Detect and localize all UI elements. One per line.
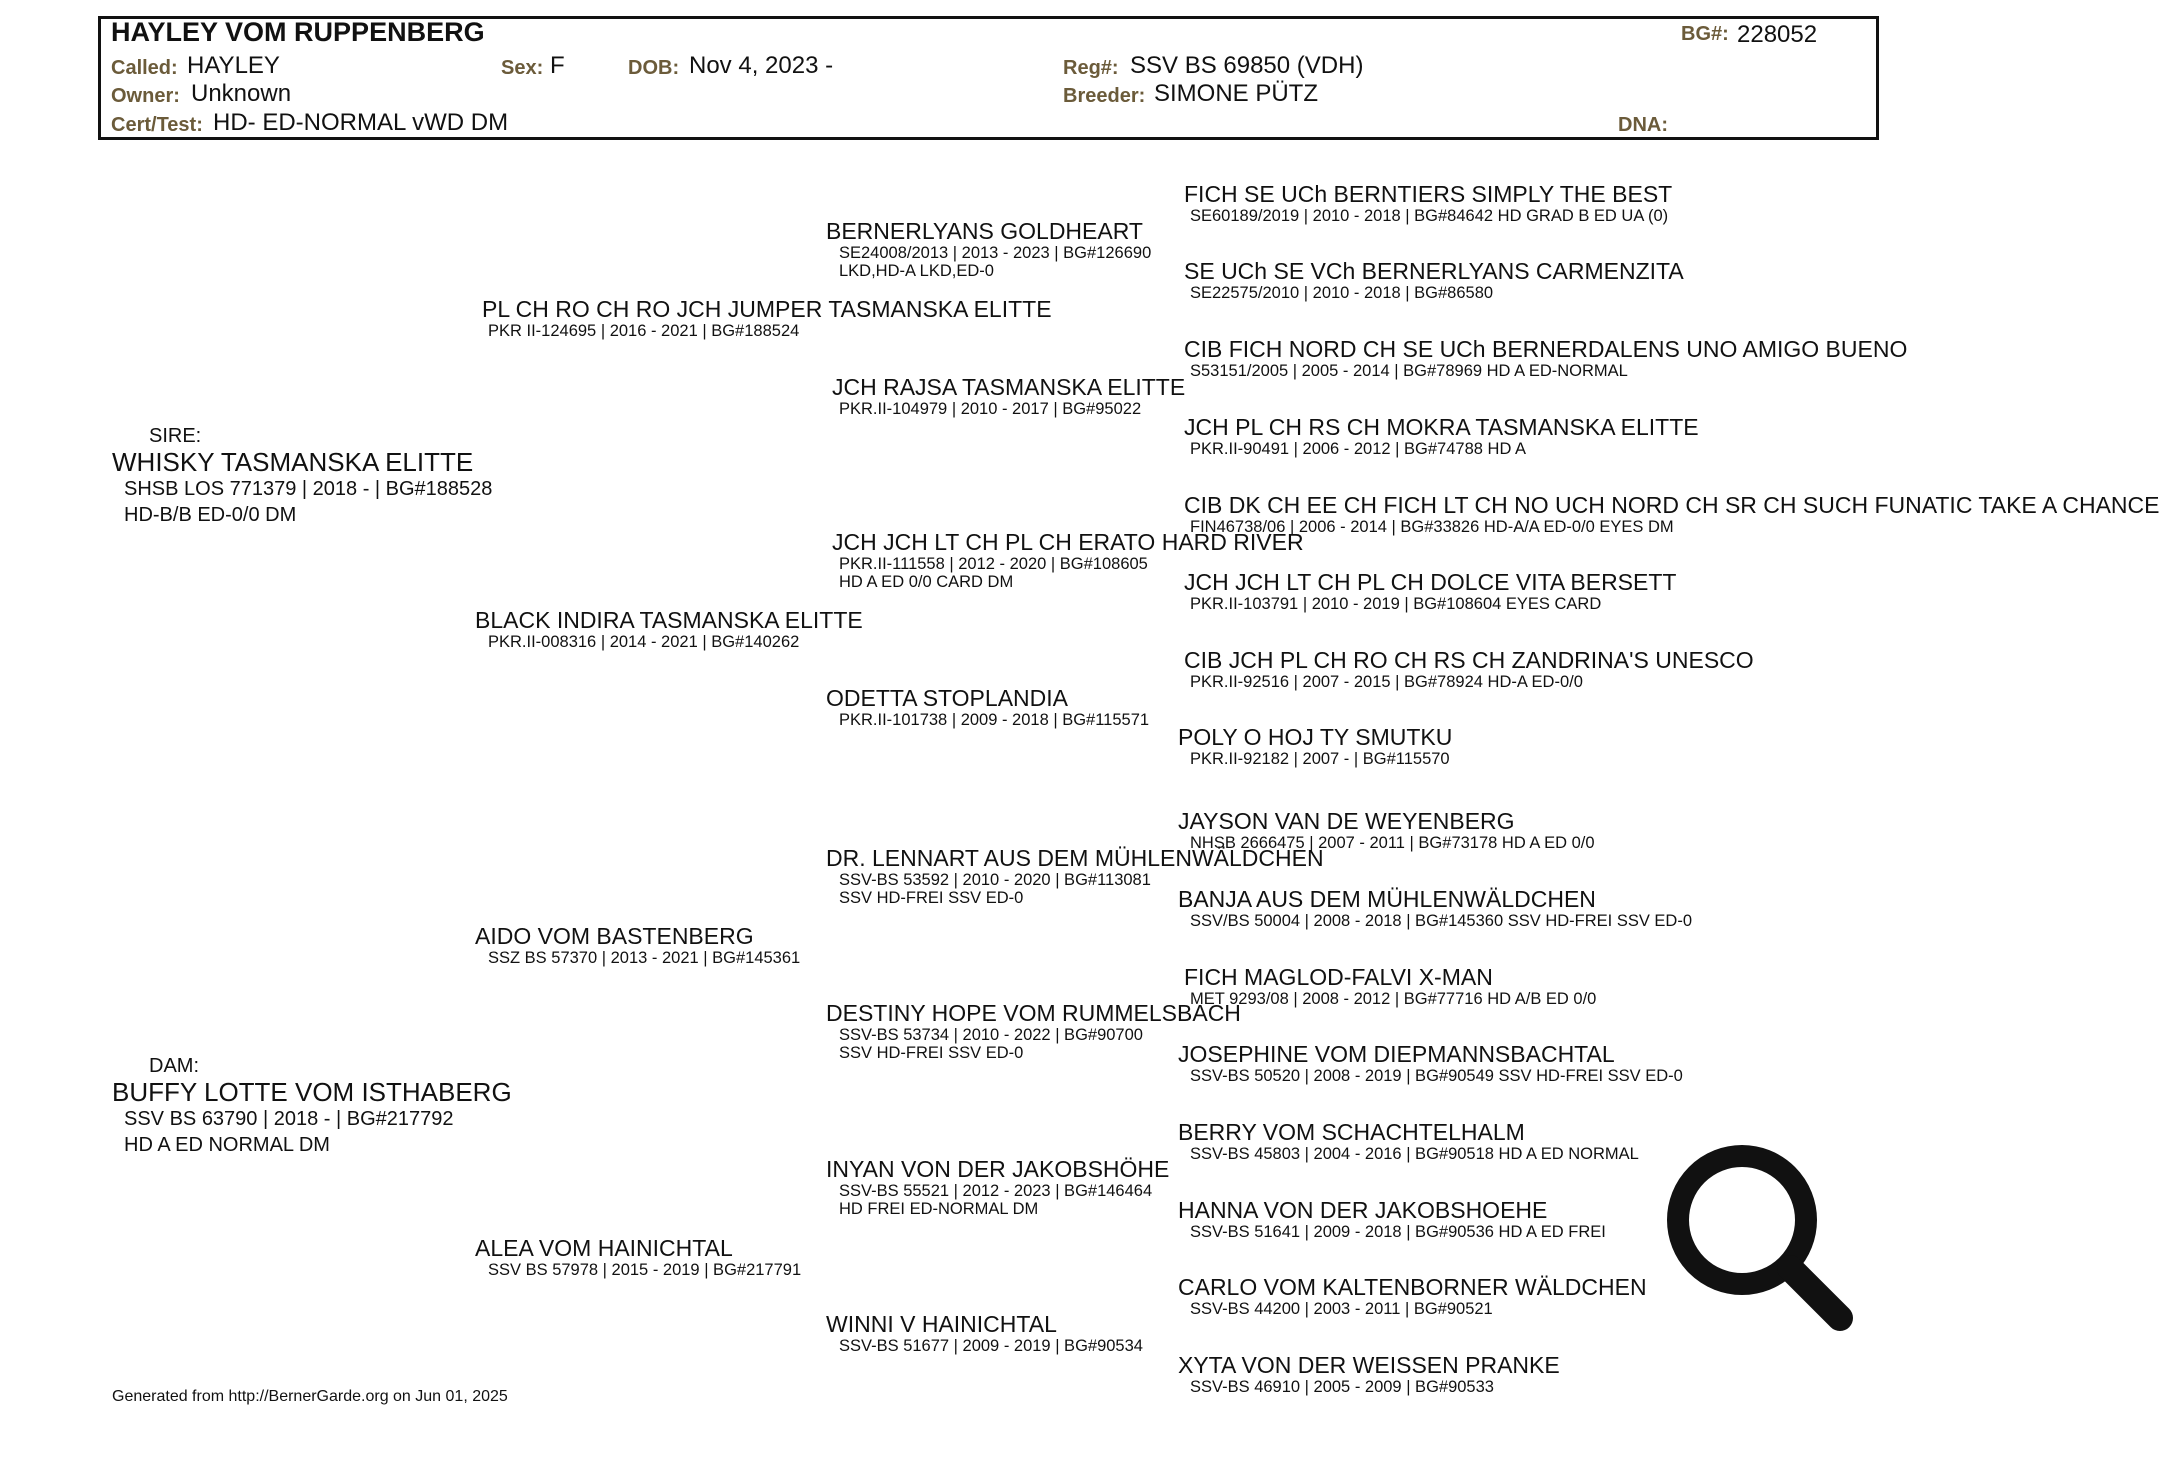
ancestor-details: FIN46738/06 | 2006 - 2014 | BG#33826 HD-A/A ED-0/0 EYES DM	[1190, 518, 1674, 536]
ancestor-name[interactable]: FICH MAGLOD-FALVI X-MAN	[1184, 964, 1493, 990]
gen4-entry	[1184, 414, 1699, 458]
ancestor-health: SSV HD-FREI SSV ED-0	[839, 889, 1024, 907]
ancestor-details: SSV-BS 44200 | 2003 - 2011 | BG#90521	[1190, 1300, 1493, 1318]
sire-block	[112, 425, 492, 528]
dob-label: DOB:	[628, 57, 680, 79]
ancestor-name[interactable]: JAYSON VAN DE WEYENBERG	[1178, 808, 1515, 834]
gen4-entry	[1178, 1197, 1606, 1241]
ancestor-details: SSV BS 57978 | 2015 - 2019 | BG#217791	[488, 1261, 802, 1279]
ancestor-details: SSV-BS 53734 | 2010 - 2022 | BG#90700	[839, 1026, 1143, 1044]
gen2-entry	[475, 607, 863, 651]
ancestor-details: MET 9293/08 | 2008 - 2012 | BG#77716 HD A/B ED 0/0	[1190, 990, 1597, 1008]
ancestor-health: HD A ED 0/0 CARD DM	[839, 573, 1014, 591]
ancestor-name[interactable]: DR. LENNART AUS DEM MÜHLENWÄLDCHEN	[826, 845, 1324, 871]
called-value: HAYLEY	[187, 52, 280, 79]
sex-label: Sex:	[501, 57, 544, 79]
reg-value: SSV BS 69850 (VDH)	[1130, 52, 1364, 79]
bg-value: 228052	[1737, 21, 1818, 48]
ancestor-details: SE22575/2010 | 2010 - 2018 | BG#86580	[1190, 284, 1494, 302]
gen4-entry	[1184, 181, 1672, 225]
sire-reg: SHSB LOS 771379 | 2018 - | BG#188528	[124, 478, 493, 500]
gen4-entry	[1184, 336, 1907, 380]
generated-footer: Generated from http://BernerGarde.org on Jun 01, 2025	[112, 1388, 508, 1405]
gen4-entry	[1178, 1274, 1647, 1318]
gen4-entry	[1178, 1352, 1560, 1396]
ancestor-details: SSV-BS 51641 | 2009 - 2018 | BG#90536 HD A ED FREI	[1190, 1223, 1606, 1241]
owner-value: Unknown	[191, 80, 292, 107]
sex-value: F	[550, 52, 565, 79]
ancestor-details: SE24008/2013 | 2013 - 2023 | BG#126690	[839, 244, 1152, 262]
sire-health: HD-B/B ED-0/0 DM	[124, 504, 297, 526]
ancestor-details: SSV-BS 51677 | 2009 - 2019 | BG#90534	[839, 1337, 1143, 1355]
gen4-entry	[1178, 808, 1595, 852]
dam-name[interactable]: BUFFY LOTTE VOM ISTHABERG	[112, 1077, 512, 1107]
gen3-entry	[826, 1156, 1169, 1218]
ancestor-name[interactable]: BLACK INDIRA TASMANSKA ELITTE	[475, 607, 863, 633]
ancestor-details: PKR.II-92516 | 2007 - 2015 | BG#78924 HD-A ED-0/0	[1190, 673, 1583, 691]
gen4-entry	[1184, 492, 2159, 536]
ancestor-health: SSV HD-FREI SSV ED-0	[839, 1044, 1024, 1062]
breeder-label: Breeder:	[1063, 85, 1146, 107]
ancestor-details: PKR.II-104979 | 2010 - 2017 | BG#95022	[839, 400, 1142, 418]
ancestor-details: SSV-BS 53592 | 2010 - 2020 | BG#113081	[839, 871, 1151, 889]
gen2-entry	[475, 1235, 801, 1279]
gen3-entry	[826, 685, 1149, 729]
ancestor-details: PKR.II-101738 | 2009 - 2018 | BG#115571	[839, 711, 1150, 729]
gen3-entry	[832, 374, 1185, 418]
ancestor-name[interactable]: JCH RAJSA TASMANSKA ELITTE	[832, 374, 1186, 400]
ancestor-name[interactable]: PL CH RO CH RO JCH JUMPER TASMANSKA ELITTE	[482, 296, 1052, 322]
ancestor-details: PKR II-124695 | 2016 - 2021 | BG#188524	[488, 322, 800, 340]
gen4-entry	[1178, 1119, 1639, 1163]
ancestor-details: PKR.II-103791 | 2010 - 2019 | BG#108604 EYES CARD	[1190, 595, 1602, 613]
dna-label: DNA:	[1618, 114, 1668, 136]
gen4-entry	[1184, 964, 1596, 1008]
bg-label: BG#:	[1681, 23, 1729, 45]
ancestor-name[interactable]: INYAN VON DER JAKOBSHÖHE	[826, 1156, 1170, 1182]
ancestor-details: SSV-BS 46910 | 2005 - 2009 | BG#90533	[1190, 1378, 1494, 1396]
ancestor-details: PKR.II-90491 | 2006 - 2012 | BG#74788 HD A	[1190, 440, 1527, 458]
ancestor-name[interactable]: BANJA AUS DEM MÜHLENWÄLDCHEN	[1178, 886, 1596, 912]
ancestor-details: SSV/BS 50004 | 2008 - 2018 | BG#145360 SSV HD-FREI SSV ED-0	[1190, 912, 1693, 930]
ancestor-name[interactable]: ODETTA STOPLANDIA	[826, 685, 1068, 711]
reg-label: Reg#:	[1063, 57, 1119, 79]
gen3-entry	[826, 218, 1151, 280]
dam-reg: SSV BS 63790 | 2018 - | BG#217792	[124, 1108, 454, 1130]
ancestor-name[interactable]: POLY O HOJ TY SMUTKU	[1178, 724, 1453, 750]
ancestor-name[interactable]: FICH SE UCh BERNTIERS SIMPLY THE BEST	[1184, 181, 1673, 207]
ancestor-health: HD FREI ED-NORMAL DM	[839, 1200, 1039, 1218]
gen4-entry	[1178, 724, 1452, 768]
ancestor-name[interactable]: BERRY VOM SCHACHTELHALM	[1178, 1119, 1525, 1145]
ancestor-name[interactable]: DESTINY HOPE VOM RUMMELSBACH	[826, 1000, 1241, 1026]
ancestor-details: SSV-BS 50520 | 2008 - 2019 | BG#90549 SSV HD-FREI SSV ED-0	[1190, 1067, 1683, 1085]
gen2-entry	[475, 923, 800, 967]
ancestor-details: PKR.II-008316 | 2014 - 2021 | BG#140262	[488, 633, 800, 651]
ancestor-details: SE60189/2019 | 2010 - 2018 | BG#84642 HD GRAD B ED UA (0)	[1190, 207, 1669, 225]
ancestor-name[interactable]: JCH JCH LT CH PL CH DOLCE VITA BERSETT	[1184, 569, 1677, 595]
cert-value: HD- ED-NORMAL vWD DM	[213, 109, 509, 136]
ancestor-details: SSV-BS 45803 | 2004 - 2016 | BG#90518 HD A ED NORMAL	[1190, 1145, 1639, 1163]
cert-label: Cert/Test:	[111, 114, 203, 136]
gen4-entry	[1178, 886, 1692, 930]
dog-name: HAYLEY VOM RUPPENBERG	[111, 17, 485, 47]
owner-label: Owner:	[111, 85, 180, 107]
ancestor-details: PKR.II-111558 | 2012 - 2020 | BG#108605	[839, 555, 1148, 573]
dam-health: HD A ED NORMAL DM	[124, 1134, 330, 1156]
called-label: Called:	[111, 57, 178, 79]
ancestor-name[interactable]: AIDO VOM BASTENBERG	[475, 923, 754, 949]
gen4-entry	[1184, 258, 1684, 302]
ancestor-name[interactable]: WINNI V HAINICHTAL	[826, 1311, 1057, 1337]
dam-block	[112, 1055, 512, 1158]
ancestor-name[interactable]: CIB JCH PL CH RO CH RS CH ZANDRINA'S UNESCO	[1184, 647, 1754, 673]
ancestor-details: SSV-BS 55521 | 2012 - 2023 | BG#146464	[839, 1182, 1153, 1200]
ancestor-name[interactable]: JCH JCH LT CH PL CH ERATO HARD RIVER	[832, 529, 1304, 555]
breeder-value: SIMONE PÜTZ	[1154, 80, 1319, 107]
ancestor-name[interactable]: CIB DK CH EE CH FICH LT CH NO UCH NORD CH SR CH SUCH FUNATIC TAKE A CHANCE	[1184, 492, 2159, 518]
magnifier-icon[interactable]	[1660, 1138, 1860, 1338]
ancestor-details: NHSB 2666475 | 2007 - 2011 | BG#73178 HD A ED 0/0	[1190, 834, 1595, 852]
ancestor-name[interactable]: JOSEPHINE VOM DIEPMANNSBACHTAL	[1178, 1041, 1615, 1067]
ancestor-name[interactable]: CARLO VOM KALTENBORNER WÄLDCHEN	[1178, 1274, 1647, 1300]
sire-label: SIRE:	[149, 425, 202, 447]
ancestor-name[interactable]: ALEA VOM HAINICHTAL	[475, 1235, 733, 1261]
dam-label: DAM:	[149, 1055, 199, 1077]
gen4-entry	[1184, 569, 1676, 613]
gen2-entry	[482, 296, 1052, 340]
gen3-entry	[826, 1311, 1143, 1355]
gen4-entry	[1178, 1041, 1683, 1085]
ancestor-details: SSZ BS 57370 | 2013 - 2021 | BG#145361	[488, 949, 801, 967]
ancestor-health: LKD,HD-A LKD,ED-0	[839, 262, 994, 280]
ancestor-name[interactable]: HANNA VON DER JAKOBSHOEHE	[1178, 1197, 1548, 1223]
dog-header	[98, 16, 1879, 140]
ancestor-name[interactable]: SE UCh SE VCh BERNERLYANS CARMENZITA	[1184, 258, 1684, 284]
ancestor-details: S53151/2005 | 2005 - 2014 | BG#78969 HD A ED-NORMAL	[1190, 362, 1628, 380]
ancestor-name[interactable]: XYTA VON DER WEISSEN PRANKE	[1178, 1352, 1560, 1378]
gen4-entry	[1184, 647, 1754, 691]
ancestor-name[interactable]: CIB FICH NORD CH SE UCh BERNERDALENS UNO AMIGO BUENO	[1184, 336, 1908, 362]
dob-value: Nov 4, 2023 -	[689, 52, 834, 79]
ancestor-details: PKR.II-92182 | 2007 - | BG#115570	[1190, 750, 1450, 768]
sire-name[interactable]: WHISKY TASMANSKA ELITTE	[112, 447, 474, 477]
ancestor-name[interactable]: BERNERLYANS GOLDHEART	[826, 218, 1143, 244]
ancestor-name[interactable]: JCH PL CH RS CH MOKRA TASMANSKA ELITTE	[1184, 414, 1699, 440]
